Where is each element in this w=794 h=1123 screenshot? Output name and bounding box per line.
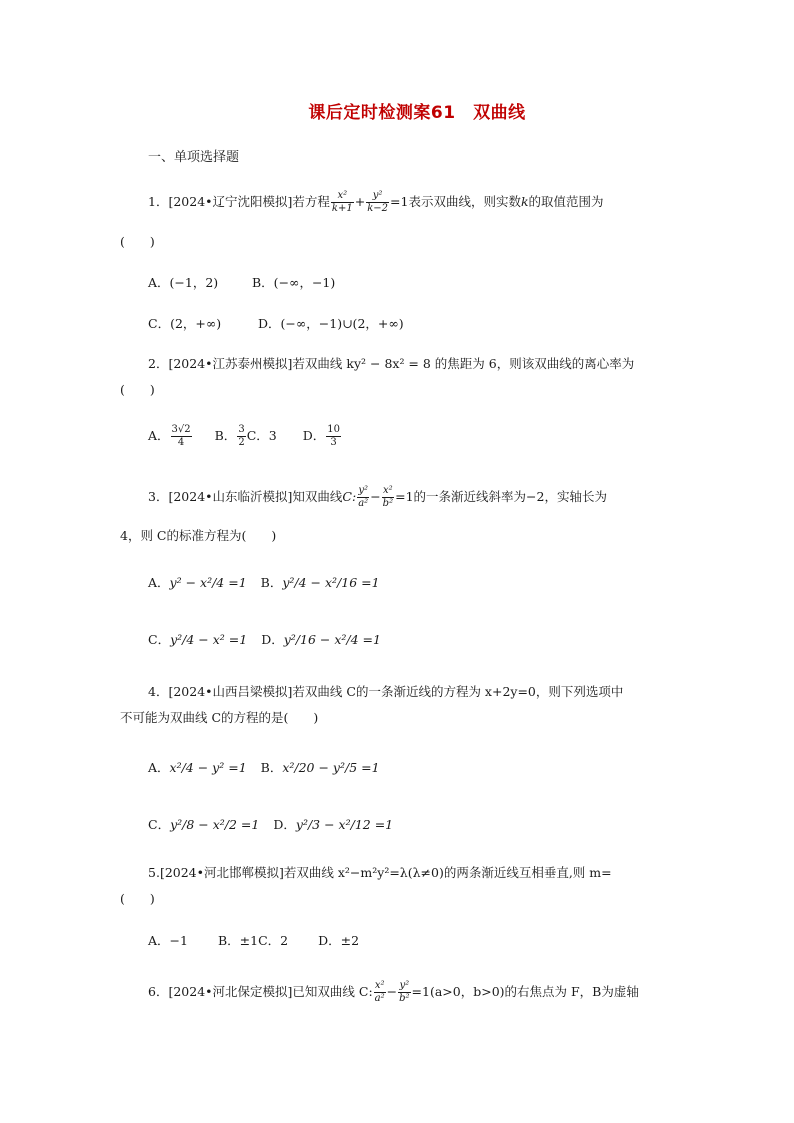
- question-source: [2024•辽宁沈阳模拟]: [168, 194, 293, 209]
- fraction: $\frac{\text{y²}}{k-2}$: [367, 190, 389, 214]
- fraction: $\frac{\text{x²}}{\text{b²}}$: [382, 485, 394, 509]
- question-source: [2024•河北保定模拟]: [168, 984, 293, 999]
- option-row: A．x²/4 − y² =1 B．x²/20 − y²/5 =1: [148, 760, 380, 775]
- question-number: 1．: [148, 194, 169, 209]
- fraction: $\frac{\text{y²}}{\text{a²}}$: [358, 485, 369, 509]
- question-2: [148, 354, 634, 372]
- option-d: D．: [273, 817, 296, 832]
- section-heading: 一、单项选择题: [148, 150, 240, 165]
- question-1: 1．[2024•辽宁沈阳模拟]若方程 $\frac{\text{x²}}{k+1}$ + $\frac{\text{y²}}{k-2}$ =1表示双曲线，则实数k的取值范围为: [148, 190, 604, 214]
- question-text: 已知双曲线 C:: [292, 984, 373, 999]
- option-row: C．y²/8 − x²/2 =1 D．y²/3 − x²/12 =1: [148, 817, 394, 832]
- option-row: [148, 424, 342, 449]
- option-a: A．−1: [148, 933, 188, 948]
- fraction: $\frac{\text{x²}}{k+1}$: [331, 190, 353, 214]
- option-b: B．: [260, 575, 283, 590]
- fraction: $\frac{\text{y²}}{\text{b²}}$: [399, 980, 410, 1004]
- question-5: [148, 863, 612, 881]
- fraction: $\frac{3}{2}$: [238, 424, 245, 448]
- question-source: [2024•山西吕梁模拟]: [168, 684, 293, 699]
- option-c: C．(2，+∞): [148, 316, 222, 331]
- question-source: [2024•山东临沂模拟]: [168, 489, 293, 504]
- question-number: 4．: [148, 684, 169, 699]
- question-text: 不可能为双曲线 C的方程的是( ): [120, 710, 319, 725]
- question-source: [2024•江苏泰州模拟]: [168, 356, 293, 371]
- option-a: A．: [148, 575, 170, 590]
- option-b: B．±1: [217, 933, 259, 948]
- option-d: D．: [302, 428, 326, 443]
- question-text: 若双曲线 x²−m²y²=λ(λ≠0)的两条渐近线互相垂直,则 m=: [283, 865, 612, 880]
- option-row: [148, 931, 359, 949]
- question-text: 若方程: [292, 194, 330, 209]
- question-source: [2024•河北邯郸模拟]: [159, 865, 284, 880]
- fraction: $\frac{3√2}{4}$: [171, 424, 191, 448]
- option-row: A．y² − x²/4 =1 B．y²/4 − x²/16 =1: [148, 575, 380, 590]
- option-b: B．: [260, 760, 283, 775]
- option-a: A．: [148, 760, 170, 775]
- option-d: D．: [261, 632, 284, 647]
- option-a: A．: [148, 428, 170, 443]
- option-row: C．y²/4 − x² =1 D．y²/16 − x²/4 =1: [148, 632, 381, 647]
- question-text: 知双曲线: [292, 489, 343, 504]
- option-c: C．: [148, 817, 171, 832]
- option-c: C．3: [246, 428, 277, 443]
- question-number: 5.: [148, 865, 160, 880]
- answer-paren: ( ): [120, 234, 155, 249]
- question-text: 4，则 C的标准方程为( ): [120, 528, 277, 543]
- question-4: [148, 682, 623, 700]
- question-text: 若双曲线 C的一条渐近线的方程为 x+2y=0，则下列选项中: [292, 684, 624, 699]
- question-text: 若双曲线 ky² − 8x² = 8 的焦距为 6，则该双曲线的离心率为: [292, 356, 635, 371]
- question-3: 3．[2024•山东临沂模拟]知双曲线C: $\frac{\text{y²}}{\text{a²}}$ − $\frac{\text{x²}}{\text{b²}}$ =1的一条渐近线斜率为−2，实轴长为: [148, 485, 607, 509]
- page-title: 课后定时检测案61 双曲线: [308, 103, 526, 123]
- option-c: C．: [148, 632, 171, 647]
- option-d: D．(−∞，−1)∪(2，+∞): [258, 316, 404, 331]
- question-number: 3．: [148, 489, 169, 504]
- question-number: 2．: [148, 356, 169, 371]
- fraction: $\frac{\text{x²}}{\text{a²}}$: [374, 980, 385, 1004]
- option-a: A．(−1，2): [148, 275, 219, 290]
- fraction: $\frac{10}{3}$: [327, 424, 340, 448]
- option-b: B．(−∞，−1): [252, 275, 336, 290]
- question-number: 6．: [148, 984, 169, 999]
- question-6: 6．[2024•河北保定模拟]已知双曲线 C: $\frac{\text{x²}}{\text{a²}}$ − $\frac{\text{y²}}{\text{b²}}$ =1(a>0，b>0)的右焦点为 F，B为虚轴: [148, 980, 639, 1004]
- option-c: C．2: [258, 933, 289, 948]
- answer-paren: ( ): [120, 382, 155, 397]
- option-b: B．: [214, 428, 237, 443]
- option-d: D．±2: [318, 933, 360, 948]
- answer-paren: ( ): [120, 891, 155, 906]
